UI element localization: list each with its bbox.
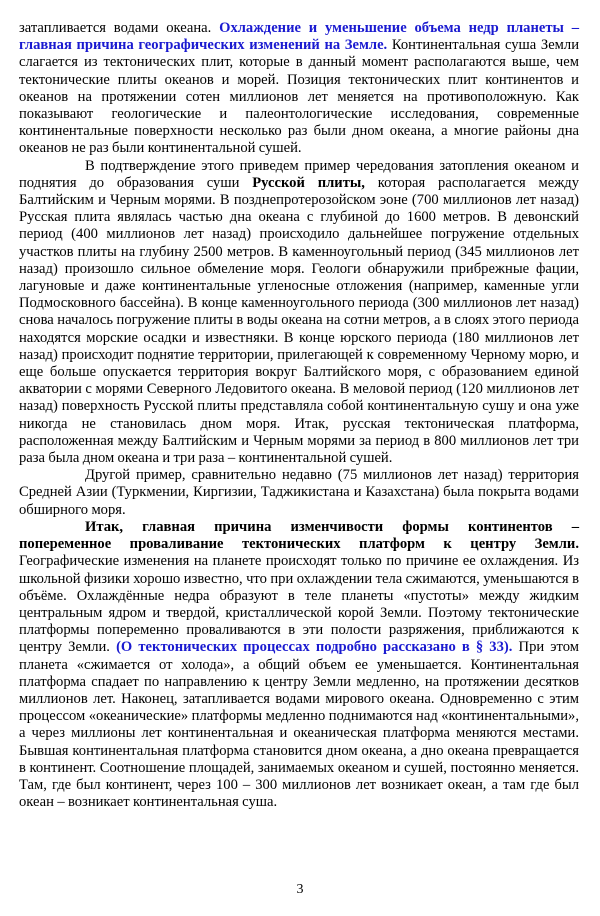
document-page [19,20,579,811]
text-run: Другой пример, сравнительно недавно (75 миллионов лет назад) территория Средней Азии (Туркмении, Киргизии, Таджикистана и Казахстана) была покрыта водами обширного моря. [19,467,579,518]
paragraph-2 [19,158,579,468]
text-run: которая располагается между Балтийским и Черным морями. В позднепротерозойском эоне (700 миллионов лет назад) Русская плита являлась частью дна океана с глубиной до 1600 метров. В девонский период (400 миллионов лет назад) происходило дальнейшее погружение отдельных участков плиты на глубину 2500 метров. В каменноугольный период (345 миллионов лет назад) произошло сильное обмеление моря. Геологи обнаружили прибрежные фации, лагуновые и даже континентальные угленосные отложения (например, каменные угли Подмосковного бассейна). В конце каменноугольного периода (300 миллионов лет назад) снова началось погружение плиты в воды океана на сотни метров, а в слоях этого периода находятся морские осадки и известняки. В конце юрского периода (180 миллионов лет назад) происходит поднятие территории, прилегающей к современному Черному морю, и еще больше опускается территория вокруг Балтийского моря, с образованием единой акватории с морями Северного Ледовитого океана. В меловой период (120 миллионов лет назад) поверхность Русской плиты представляла собой континентальную сушу и она уже никогда не становилась дном моря. Итак, русская тектоническая платформа, расположенная между Балтийским и Черным морями за период в 800 миллионов лет три раза была дном океана и три раза – континентальной сушей. [19,174,580,467]
page-number: 3 [296,882,304,897]
bold-term: Русской плиты, [252,174,365,191]
text-run: Географические изменения на планете происходят только по причине ее охлаждения. Из школьной физики хорошо известно, что при охлаждении тела сжимаются, уменьшаются в объёме. Охлаждённые недра образуют в теле планеты «пустоты» между жидким центральным ядром и твердой, кристаллической корой Земли. Поэтому тектонические платформы попеременно проваливаются в эти полости разряжения, приближаются к центру Земли. [19,553,579,656]
highlight-heading: Охлаждение и уменьшение объема недр планеты – главная причина географических изменений на Земле. [19,20,580,54]
paragraph-3 [19,467,579,519]
text-run: При этом планета «сжимается от холода», а общий объем ее уменьшается. Континентальная платформа спадает по направлению к центру Земли медленно, на протяжении десятков миллионов лет. Наконец, затапливается водами мирового океана. Одновременно с этим процессом «океанические» платформы медленно поднимаются над «континентальными», а через миллионы лет континентальная и океаническая платформа меняются местами. Бывшая континентальная платформа становится дном океана, а дно океана превращается в континент. Соотношение площадей, занимаемых океаном и сушей, постоянно меняется. Там, где был континент, через 100 – 300 миллионов лет возникает океан, а там где был океан – возникает континентальная суша. [19,639,579,811]
bold-conclusion: Итак, главная причина изменчивости формы континентов – попеременное проваливание тектонических платформ к центру Земли. [19,518,579,553]
cross-reference-link: (О тектонических процессах подробно рассказано в § 33). [116,639,513,656]
text-run: затапливается водами океана. [19,20,212,36]
text-run: В подтверждение этого приведем пример чередования затопления океаном и поднятия до образования суши [19,157,579,191]
paragraph-1 [19,20,579,158]
text-run: Континентальная суша Земли слагается из тектонических плит, которые в данный момент располагаются выше, чем тектонические плиты океанов и морей. Позиция тектонических плит континентов и океанов на протяжении сотен миллионов лет меняется на противоположную. Как показывают геологические и палеонтологические исследования, современные континентальные поверхности несколько раз были дном океана, а многие районы дна океанов не раз были континентальной сушей. [19,37,579,157]
paragraph-4 [19,519,579,811]
